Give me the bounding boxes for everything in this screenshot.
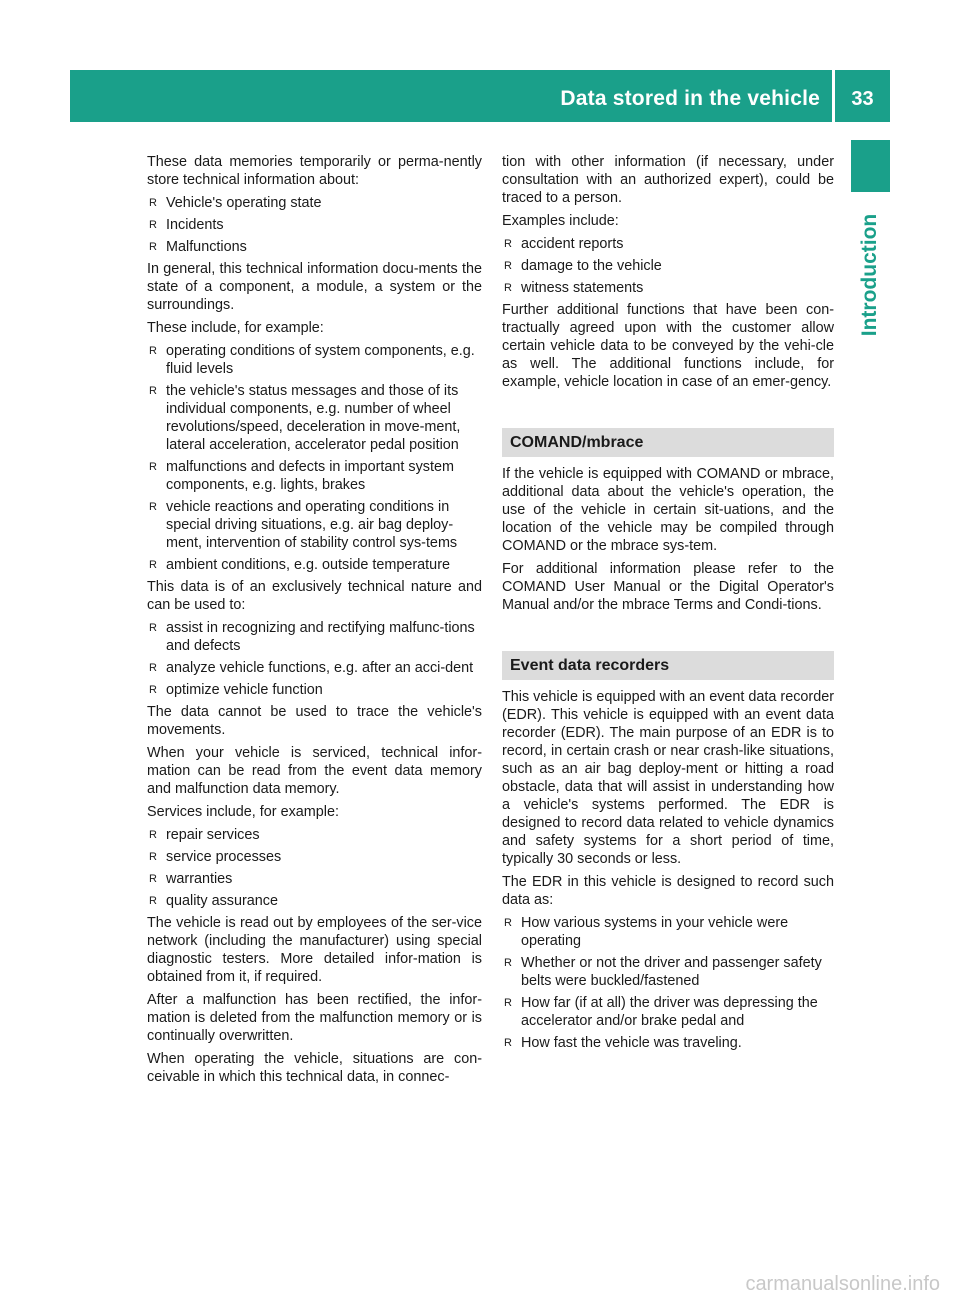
paragraph: The data cannot be used to trace the vehicle's movements. <box>147 704 482 738</box>
bullet-icon: R <box>504 282 512 294</box>
list-item-text: Whether or not the driver and passenger safety belts were buckled/fastened <box>521 955 822 989</box>
paragraph: For additional information please refer to the COMAND User Manual or the Digital Operator's Manual and/or the mbrace Terms and Condi-tions. <box>502 561 834 613</box>
list-item <box>147 216 482 234</box>
paragraph: Services include, for example: <box>147 804 339 820</box>
bullet-icon: R <box>504 957 512 969</box>
list-item <box>502 914 834 950</box>
paragraph: Examples include: <box>502 213 619 229</box>
bullet-icon: R <box>504 260 512 272</box>
list-item <box>147 659 482 677</box>
list-item-text: optimize vehicle function <box>166 682 323 698</box>
bullet-icon: R <box>149 873 157 885</box>
list-item <box>147 458 482 494</box>
list-item <box>502 279 834 297</box>
paragraph: tion with other information (if necessary, under consultation with an authorized expert), could be traced to a person. <box>502 154 834 206</box>
bullet-icon: R <box>149 197 157 209</box>
bullet-icon: R <box>149 829 157 841</box>
bullet-list <box>147 826 482 910</box>
list-item-text: vehicle reactions and operating conditions in special driving situations, e.g. air bag deploy-ment, intervention of stability control sys-tems <box>166 499 458 551</box>
section-heading: Event data recorders <box>502 651 834 680</box>
paragraph: These include, for example: <box>147 320 324 336</box>
list-item-text: operating conditions of system components, e.g. fluid levels <box>166 343 475 377</box>
bullet-icon: R <box>149 461 157 473</box>
list-item-text: Malfunctions <box>166 239 247 255</box>
list-item-text: malfunctions and defects in important system components, e.g. lights, brakes <box>166 459 454 493</box>
header-title: Data stored in the vehicle <box>560 87 820 110</box>
bullet-list <box>502 914 834 1052</box>
bullet-icon: R <box>504 238 512 250</box>
list-item-text: Incidents <box>166 217 224 233</box>
bullet-icon: R <box>149 851 157 863</box>
page-header <box>70 70 890 122</box>
list-item-text: Vehicle's operating state <box>166 195 322 211</box>
list-item <box>147 681 482 699</box>
bullet-icon: R <box>504 997 512 1009</box>
bullet-list <box>147 619 482 699</box>
bullet-icon: R <box>149 895 157 907</box>
list-item <box>502 994 834 1030</box>
list-item-text: witness statements <box>521 280 644 296</box>
list-item <box>147 498 482 552</box>
list-item-text: accident reports <box>521 236 624 252</box>
list-item-text: How fast the vehicle was traveling. <box>521 1035 742 1051</box>
watermark: carmanualsonline.info <box>745 1273 940 1295</box>
bullet-icon: R <box>149 345 157 357</box>
list-item-text: How far (if at all) the driver was depressing the accelerator and/or brake pedal and <box>521 995 818 1029</box>
list-item-text: service processes <box>166 849 282 865</box>
right-column <box>502 153 834 1056</box>
paragraph: The vehicle is read out by employees of the ser-vice network (including the manufacturer) using special diagnostic testers. More detailed infor-mation is obtained from it, if required. <box>147 915 482 985</box>
list-item <box>147 848 482 866</box>
bullet-icon: R <box>149 241 157 253</box>
list-item <box>147 382 482 454</box>
bullet-icon: R <box>149 684 157 696</box>
paragraph: Further additional functions that have been con-tractually agreed upon with the customer allow certain vehicle data to be conveyed by the vehi-cle as well. The additional functions include, for example, vehicle location in case of an emer-gency. <box>502 302 834 390</box>
bullet-icon: R <box>149 385 157 397</box>
list-item <box>147 892 482 910</box>
list-item <box>147 556 482 574</box>
list-item <box>147 194 482 212</box>
list-item <box>147 870 482 888</box>
list-item <box>502 257 834 275</box>
paragraph: These data memories temporarily or perma-nently store technical information about: <box>147 154 482 188</box>
page-number: 33 <box>851 88 874 110</box>
list-item-text: ambient conditions, e.g. outside temperature <box>166 557 450 573</box>
list-item-text: analyze vehicle functions, e.g. after an acci-dent <box>166 660 474 676</box>
bullet-icon: R <box>149 219 157 231</box>
list-item <box>147 238 482 256</box>
section-heading: COMAND/mbrace <box>502 428 834 457</box>
list-item-text: assist in recognizing and rectifying malfunc-tions and defects <box>166 620 475 654</box>
paragraph: When operating the vehicle, situations are con-ceivable in which this technical data, in connec- <box>147 1051 482 1085</box>
list-item <box>502 1034 834 1052</box>
paragraph: After a malfunction has been rectified, the infor-mation is deleted from the malfunction memory or is continually overwritten. <box>147 992 482 1044</box>
bullet-icon: R <box>149 622 157 634</box>
list-item-text: warranties <box>166 871 233 887</box>
list-item-text: the vehicle's status messages and those of its individual components, e.g. number of wheel revolutions/speed, deceleration in move-ment, lateral acceleration, accelerator pedal position <box>166 383 461 453</box>
paragraph: If the vehicle is equipped with COMAND or mbrace, additional data about the vehicle's operation, the use of the vehicle in certain sit-uations, and the location of the vehicle may be compiled through COMAND or the mbrace sys-tem. <box>502 466 834 554</box>
list-item <box>502 235 834 253</box>
paragraph: When your vehicle is serviced, technical infor-mation can be read from the event data memory and malfunction data memory. <box>147 745 482 797</box>
list-item <box>502 954 834 990</box>
bullet-icon: R <box>149 501 157 513</box>
paragraph: The EDR in this vehicle is designed to record such data as: <box>502 874 834 908</box>
list-item-text: repair services <box>166 827 260 843</box>
bullet-icon: R <box>149 662 157 674</box>
list-item-text: quality assurance <box>166 893 278 909</box>
bullet-list <box>502 235 834 297</box>
paragraph: In general, this technical information docu-ments the state of a component, a module, a system or the surroundings. <box>147 261 482 313</box>
bullet-list <box>147 342 482 574</box>
bullet-icon: R <box>504 1037 512 1049</box>
left-column <box>147 153 482 1091</box>
list-item-text: damage to the vehicle <box>521 258 662 274</box>
list-item <box>147 342 482 378</box>
list-item <box>147 619 482 655</box>
list-item <box>147 826 482 844</box>
bullet-icon: R <box>149 559 157 571</box>
paragraph: This vehicle is equipped with an event data recorder (EDR). This vehicle is equipped with an event data recorder (EDR). The main purpose of an EDR is to record, in certain crash or near crash-like situations, such as an air bag deploy-ment or hitting a road obstacle, data that will assist in understanding how a vehicle's systems performed. The EDR is designed to record data related to vehicle dynamics and safety systems for a short period of time, typically 30 seconds or less. <box>502 689 834 867</box>
bullet-list <box>147 194 482 256</box>
side-tab <box>843 200 898 350</box>
side-marker <box>851 140 890 192</box>
paragraph: This data is of an exclusively technical nature and can be used to: <box>147 579 482 613</box>
list-item-text: How various systems in your vehicle were operating <box>521 915 789 949</box>
bullet-icon: R <box>504 917 512 929</box>
side-tab-label: Introduction <box>858 213 881 337</box>
